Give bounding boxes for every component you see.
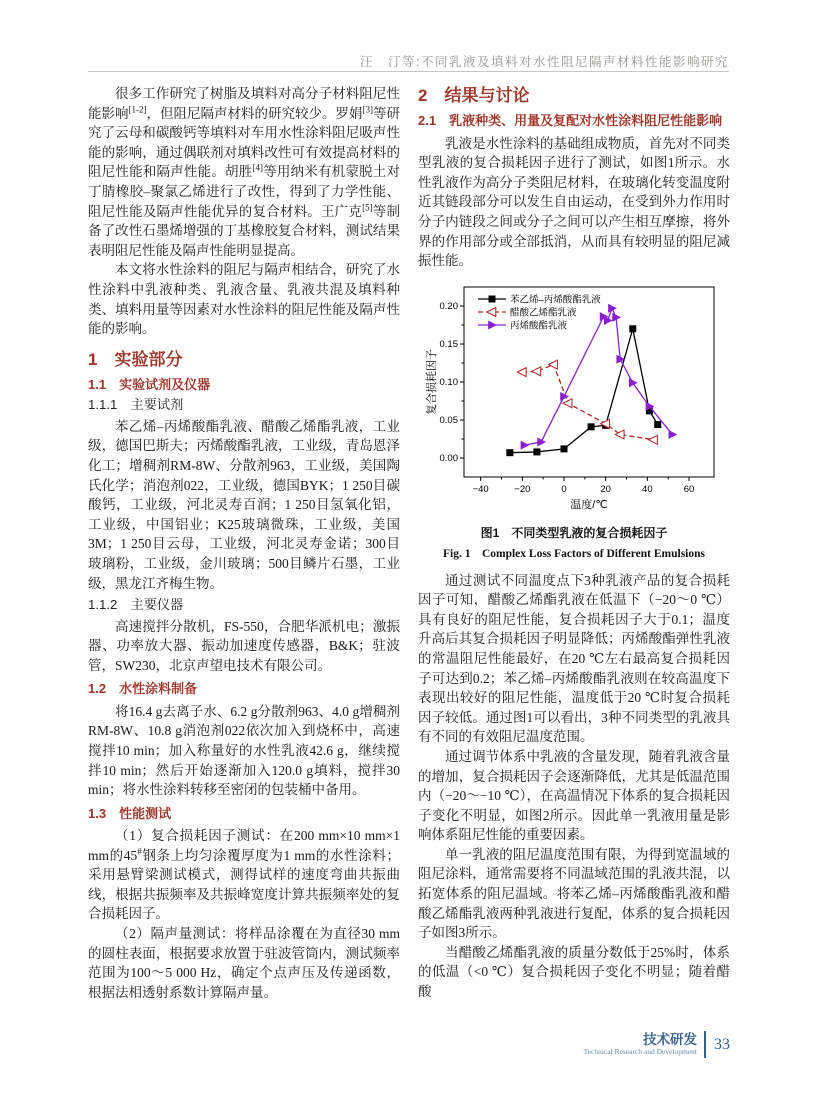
intro-paragraph-1: 很多工作研究了树脂及填料对高分子材料阻尼性能影响[1-2]，但阻尼隔声材料的研究较少。罗娟[3]等研究了云母和碳酸钙等填料对车用水性涂料阻尼吸声性能的影响，通过偶联剂对填料改性可有效提高材料的阻尼性能和隔声性能。胡胜[4]等用纳米有机蒙脱土对丁腈橡胶–聚氯乙烯进行了改性，得到了力学性能、阻尼性能及隔声性能优异的复合材料。王广克[5]等制备了改性石墨烯增强的丁基橡胶复合材料，测试结果表明阻尼性能及隔声性能明显提高。 [88, 86, 401, 258]
page-footer [584, 1031, 730, 1058]
svg-text:0.00: 0.00 [439, 452, 458, 464]
footer-label-cn: 技术研发 [643, 1031, 697, 1047]
footer-label-en: Technical Research and Development [583, 1047, 697, 1057]
svg-text:20: 20 [600, 483, 611, 495]
section-2-heading: 2 结果与讨论 [418, 86, 530, 105]
svg-text:40: 40 [642, 483, 653, 495]
section-1-1-1-heading: 1.1.1 主要试剂 [88, 397, 184, 413]
instruments-paragraph: 高速搅拌分散机，FS-550，合肥华派机电；激振器、功率放大器、振动加速度传感器，B&K；驻波管，SW230，北京声望电技术有限公司。 [88, 618, 400, 673]
left-column [88, 84, 400, 1002]
section-1-3-heading: 1.3 性能测试 [88, 805, 172, 821]
section-1-1-2-heading: 1.1.2 主要仪器 [88, 597, 184, 613]
section-1-1-heading: 1.1 实验试剂及仪器 [88, 377, 211, 393]
preparation-paragraph: 将16.4 g去离子水、6.2 g分散剂963、4.0 g增稠剂RM-8W、10.8 g消泡剂022依次加入到烧杯中，高速搅拌10 min；加入称量好的水性乳液42.6 g，继续搅拌10 min；然后开始逐渐加入120.0 g填料，搅拌30 min；将水性涂料转移至密闭的包装桶中备用。 [88, 703, 400, 798]
section-2-1-heading: 2.1 乳液种类、用量及复配对水性涂料阻尼性能影响 [418, 113, 723, 129]
svg-text:0.15: 0.15 [439, 338, 458, 350]
svg-text:0.05: 0.05 [439, 414, 458, 426]
test-method-2-paragraph: （2）隔声量测试：将样品涂覆在为直径30 mm的圆柱表面，根据要求放置于驻波管筒内，测试频率范围为100～5 000 Hz，确定个点声压及传递函数，根据法相透射系数计算隔声量。 [88, 925, 400, 1000]
section-1-heading: 1 实验部分 [88, 349, 183, 369]
reagents-paragraph: 苯乙烯–丙烯酸酯乳液、醋酸乙烯酯乳液，工业级，德国巴斯夫；丙烯酸酯乳液，工业级，青岛恩泽化工；增稠剂RM-8W、分散剂963，工业级，美国陶氏化学；消泡剂022，工业级，德国BYK；1 250目碳酸钙，工业级，河北灵寿百润；1 250目氢氧化铝，工业级，中国铝业；K25玻璃微珠，工业级，美国3M；1 250目云母，工业级，河北灵寿金诺；300目玻璃粉，工业级，金川玻璃；500目鳞片石墨，工业级，黑龙江齐梅生物。 [88, 418, 400, 591]
svg-text:复合损耗因子: 复合损耗因子 [426, 348, 438, 415]
svg-text:丙烯酸酯乳液: 丙烯酸酯乳液 [510, 320, 568, 332]
svg-text:−40: −40 [472, 483, 489, 495]
svg-text:温度/℃: 温度/℃ [570, 498, 608, 511]
intro-paragraph-2: 本文将水性涂料的阻尼与隔声相结合，研究了水性涂料中乳液种类、乳液含量、乳液共混及填料种类、填料用量等因素对水性涂料的阻尼性能及隔声性能的影响。 [88, 262, 400, 337]
svg-text:0.20: 0.20 [439, 300, 458, 312]
results-paragraph-1: 乳液是水性涂料的基础组成物质，首先对不同类型乳液的复合损耗因子进行了测试，如图1所示。水性乳液作为高分子类阻尼材料，在玻璃化转变温度附近其链段部分可以发生自由运动，在受到外力作用时分子内链段之间或分子之间可以产生相互摩擦，将外界的作用部分或全部抵消，从而具有较明显的阻尼减振性能。 [418, 135, 730, 269]
results-paragraph-5: 当醋酸乙烯酯乳液的质量分数低于25%时，体系的低温（<0 ℃）复合损耗因子变化不明显；随着醋酸 [418, 944, 730, 1000]
page-number: 33 [714, 1035, 730, 1053]
running-header: 汪 汀等:不同乳液及填料对水性阻尼隔声材料性能影响研究 [360, 55, 729, 69]
figure-1 [418, 279, 730, 565]
right-column [418, 84, 730, 1002]
fig1-line-chart [424, 279, 724, 516]
figure-1-caption-en: Fig. 1 Complex Loss Factors of Different Emulsions [442, 547, 706, 560]
header-rule [88, 71, 729, 72]
results-paragraph-2: 通过测试不同温度点下3种乳液产品的复合损耗因子可知，醋酸乙烯酯乳液在低温下（−20～0 ℃）具有良好的阻尼性能，复合损耗因子大于0.1；温度升高后其复合损耗因子明显降低；丙烯酸酯弹性乳液的常温阻尼性能最好，在20 ℃左右最高复合损耗因子可达到0.2；苯乙烯–丙烯酸酯乳液则在较高温度下表现出较好的阻尼性能，温度低于20 ℃时复合损耗因子较低。通过图1可以看出，3种不同类型的乳液具有不同的有效阻尼温度范围。 [418, 572, 730, 745]
footer-labels [584, 1033, 704, 1057]
section-1-2-heading: 1.2 水性涂料制备 [88, 681, 198, 697]
results-paragraph-3: 通过调节体系中乳液的含量发现，随着乳液含量的增加，复合损耗因子会逐渐降低，尤其是低温范围内（−20～−10 ℃），在高温情况下体系的复合损耗因子变化不明显，如图2所示。因此单一乳液用量是影响体系阻尼性能的重要因素。 [418, 748, 730, 843]
svg-text:−20: −20 [514, 483, 531, 495]
svg-text:60: 60 [683, 483, 695, 495]
test-method-1-paragraph: （1）复合损耗因子测试：在200 mm×10 mm×1 mm的45#钢条上均匀涂覆厚度为1 mm的水性涂料；采用悬臂梁测试模式，测得试样的速度弯曲共振曲线，根据共振频率及共振峰宽度计算共振频率处的复合损耗因子。 [88, 827, 400, 922]
figure-1-caption-cn: 图1 不同类型乳液的复合损耗因子 [480, 526, 668, 541]
results-paragraph-4: 单一乳液的阻尼温度范围有限，为得到宽温域的阻尼涂料，通常需要将不同温域范围的乳液共混，以拓宽体系的阻尼温域。将苯乙烯–丙烯酸酯乳液和醋酸乙烯酯乳液两种乳液进行复配，体系的复合损耗因子如图3所示。 [418, 846, 730, 941]
svg-text:0: 0 [561, 483, 567, 495]
svg-text:0.10: 0.10 [439, 376, 458, 388]
svg-text:苯乙烯–丙烯酸酯乳液: 苯乙烯–丙烯酸酯乳液 [510, 294, 601, 306]
svg-text:醋酸乙烯酯乳液: 醋酸乙烯酯乳液 [510, 307, 577, 319]
